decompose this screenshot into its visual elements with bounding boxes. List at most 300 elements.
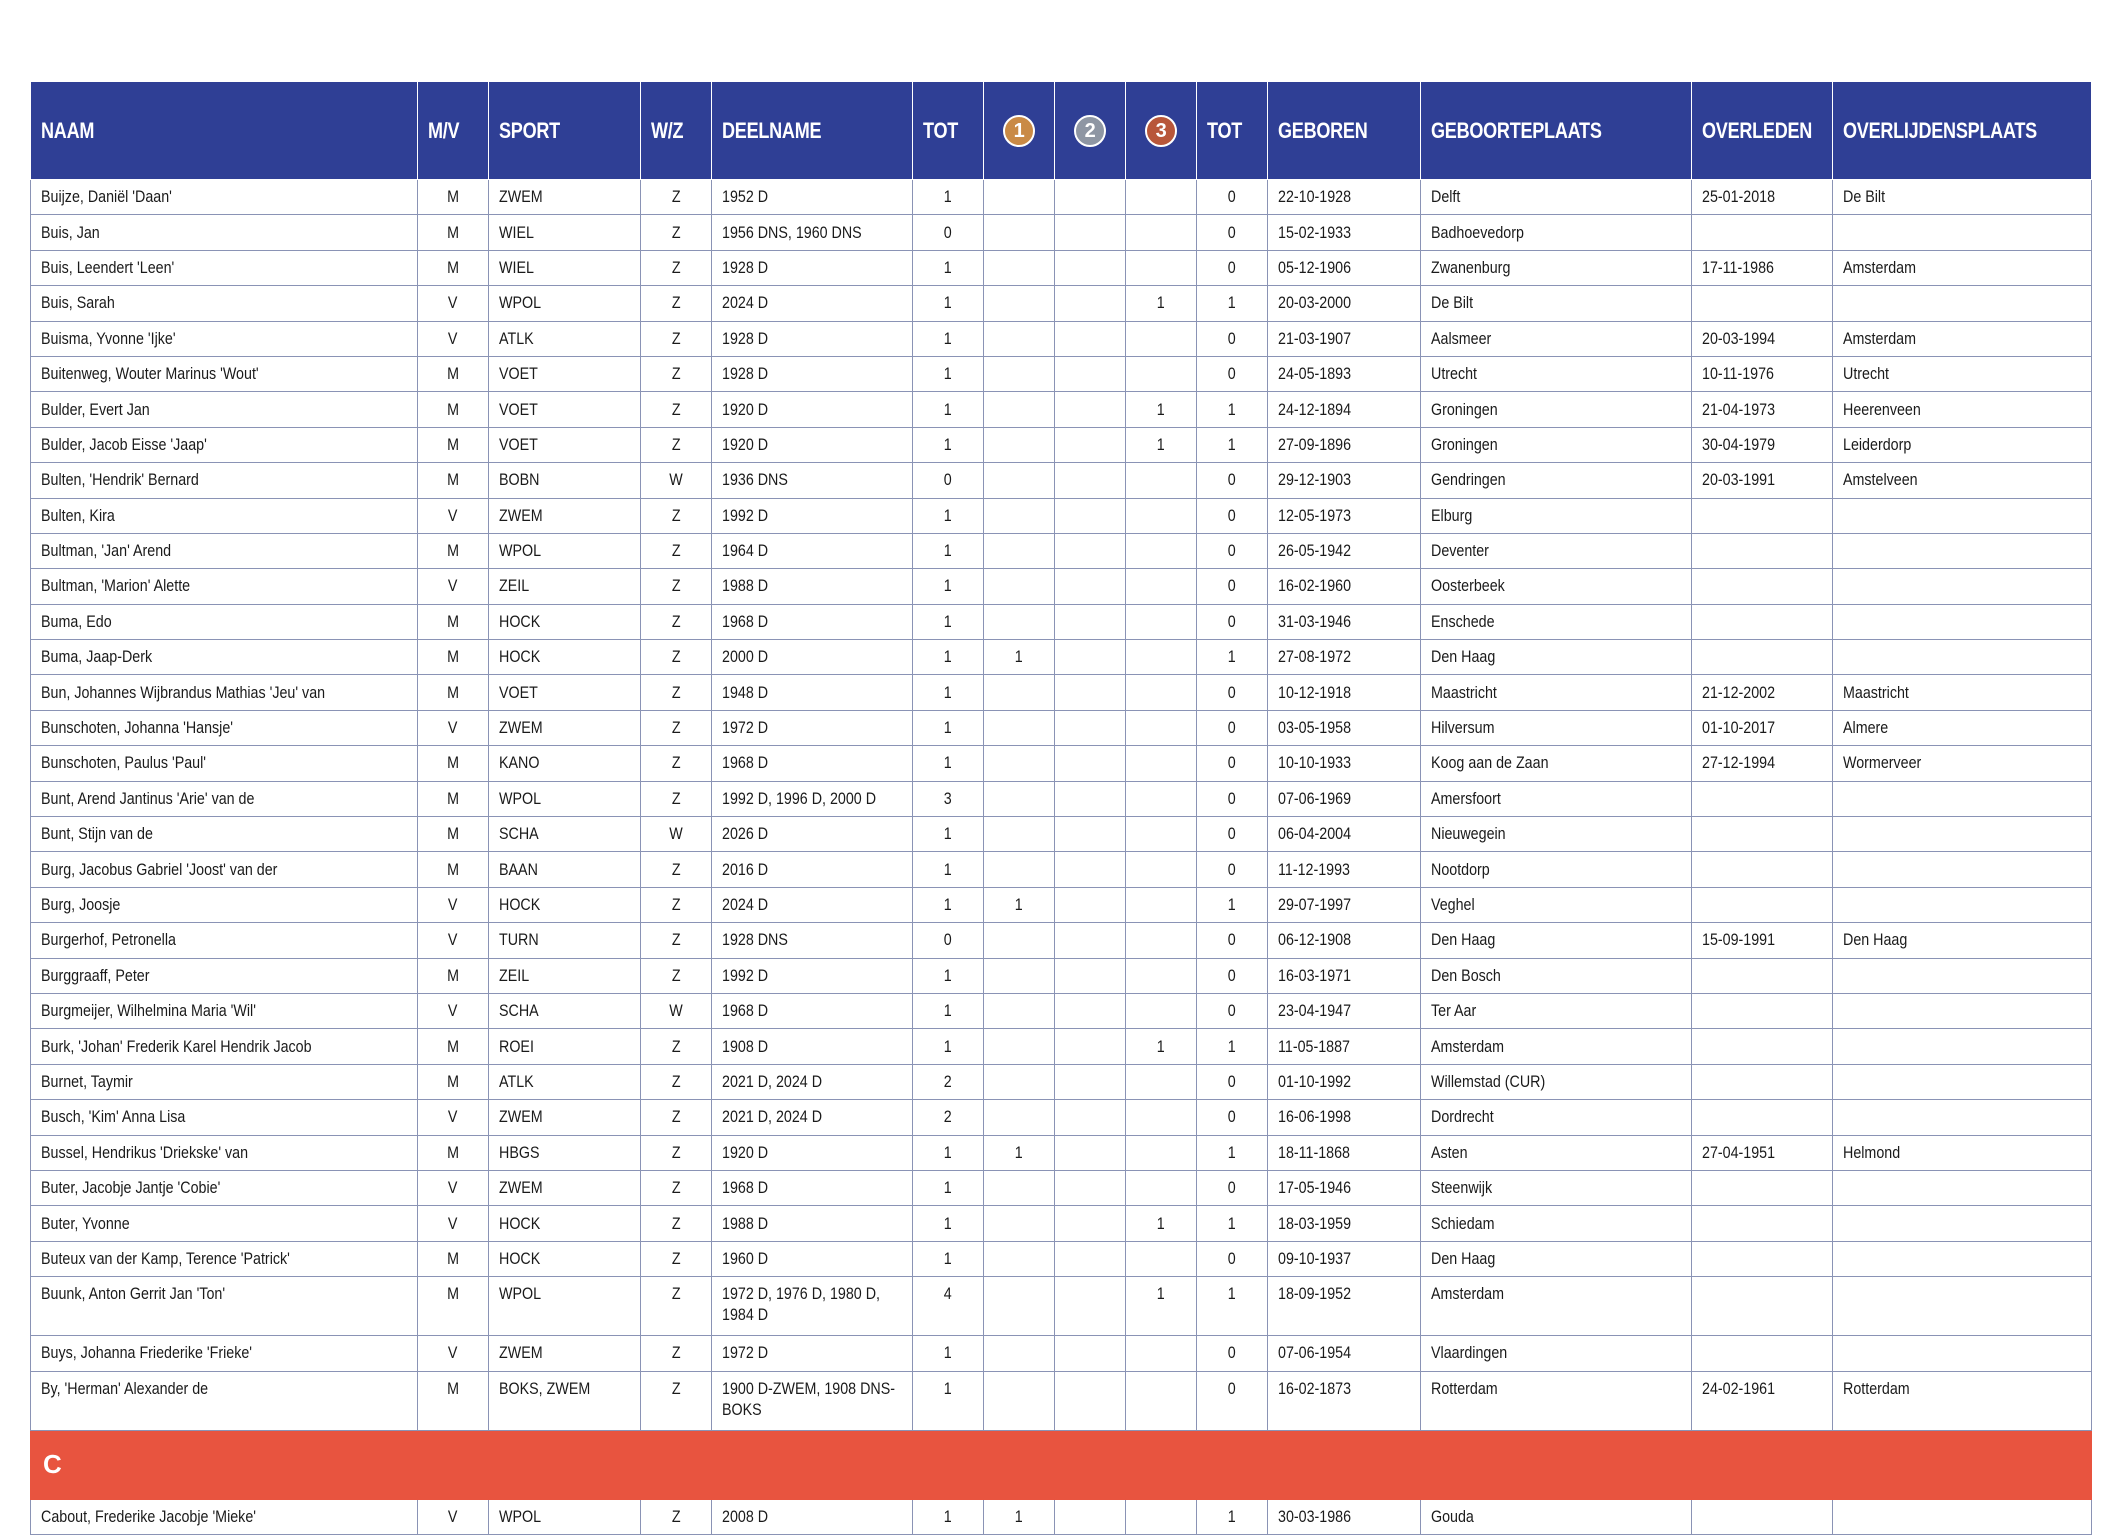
cell-geslacht: M [418, 640, 489, 675]
header-deelname: DEELNAME [712, 82, 913, 180]
cell-brons [1126, 533, 1197, 568]
cell-geboorteplaats: Zwanenburg [1421, 250, 1692, 285]
cell-deelname: 1908 D [712, 1029, 913, 1064]
header-geboren: GEBOREN [1268, 82, 1421, 180]
cell-brons [1126, 569, 1197, 604]
cell-overleden [1692, 1029, 1833, 1064]
cell-seizoen: Z [641, 1100, 712, 1135]
cell-naam: Bulten, 'Hendrik' Bernard [31, 463, 418, 498]
cell-overleden: 20-03-1991 [1692, 463, 1833, 498]
cell-sport: HOCK [489, 887, 641, 922]
cell-geslacht: V [418, 286, 489, 321]
cell-geboorteplaats: Hilversum [1421, 710, 1692, 745]
cell-goud [984, 392, 1055, 427]
cell-geboorteplaats: Groningen [1421, 427, 1692, 462]
cell-sport: ROEI [489, 1029, 641, 1064]
cell-zilver [1055, 746, 1126, 781]
table-row [31, 180, 2092, 215]
cell-geboorteplaats: Vlaardingen [1421, 1336, 1692, 1371]
cell-overlijdensplaats [1833, 1100, 2092, 1135]
cell-geslacht: V [418, 993, 489, 1028]
cell-sport: HOCK [489, 1241, 641, 1276]
cell-seizoen: Z [641, 1336, 712, 1371]
cell-overleden [1692, 1100, 1833, 1135]
cell-geslacht: V [418, 1170, 489, 1205]
cell-geboren: 26-05-1942 [1268, 533, 1421, 568]
cell-brons: 1 [1126, 427, 1197, 462]
cell-seizoen: Z [641, 675, 712, 710]
cell-naam: Burggraaff, Peter [31, 958, 418, 993]
table-row [31, 1277, 2092, 1336]
cell-tot-medailles: 0 [1197, 180, 1268, 215]
header-tot: TOT [913, 82, 984, 180]
cell-overlijdensplaats [1833, 1029, 2092, 1064]
cell-goud [984, 923, 1055, 958]
table-row [31, 993, 2092, 1028]
cell-zilver [1055, 569, 1126, 604]
cell-tot: 3 [913, 781, 984, 816]
cell-sport: BOBN [489, 463, 641, 498]
cell-naam: Cabout, Frederike Jacobje 'Mieke' [31, 1499, 418, 1534]
cell-geboren: 07-06-1969 [1268, 781, 1421, 816]
table-row [31, 533, 2092, 568]
cell-overlijdensplaats [1833, 958, 2092, 993]
header-goud [984, 82, 1055, 180]
cell-geslacht: M [418, 463, 489, 498]
cell-sport: VOET [489, 392, 641, 427]
cell-geboorteplaats: Oosterbeek [1421, 569, 1692, 604]
cell-zilver [1055, 463, 1126, 498]
cell-seizoen: Z [641, 427, 712, 462]
cell-brons [1126, 1499, 1197, 1534]
cell-geboren: 21-03-1907 [1268, 321, 1421, 356]
cell-seizoen: Z [641, 887, 712, 922]
table-row [31, 569, 2092, 604]
cell-geslacht: M [418, 356, 489, 391]
silver-medal-icon: 2 [1074, 115, 1106, 147]
cell-sport: ZWEM [489, 1336, 641, 1371]
cell-tot-medailles: 0 [1197, 852, 1268, 887]
cell-geslacht: V [418, 1100, 489, 1135]
cell-seizoen: W [641, 463, 712, 498]
cell-deelname: 2024 D [712, 286, 913, 321]
cell-brons [1126, 923, 1197, 958]
cell-tot: 1 [913, 427, 984, 462]
cell-tot-medailles: 0 [1197, 569, 1268, 604]
cell-deelname: 1964 D [712, 533, 913, 568]
cell-geboorteplaats: Badhoevedorp [1421, 215, 1692, 250]
cell-deelname: 2021 D, 2024 D [712, 1064, 913, 1099]
cell-geboren: 18-11-1868 [1268, 1135, 1421, 1170]
header-geboorteplaats: GEBOORTEPLAATS [1421, 82, 1692, 180]
cell-geboren: 30-03-1986 [1268, 1499, 1421, 1534]
cell-seizoen: Z [641, 533, 712, 568]
cell-deelname: 1988 D [712, 1206, 913, 1241]
cell-overleden [1692, 640, 1833, 675]
cell-overleden [1692, 215, 1833, 250]
cell-naam: Buunk, Anton Gerrit Jan 'Ton' [31, 1277, 418, 1336]
cell-naam: Buys, Johanna Friederike 'Frieke' [31, 1336, 418, 1371]
cell-zilver [1055, 923, 1126, 958]
header-overleden: OVERLEDEN [1692, 82, 1833, 180]
cell-goud [984, 321, 1055, 356]
cell-brons [1126, 1064, 1197, 1099]
cell-overlijdensplaats [1833, 1336, 2092, 1371]
cell-sport: SCHA [489, 817, 641, 852]
cell-deelname: 1968 D [712, 746, 913, 781]
cell-tot: 2 [913, 1100, 984, 1135]
cell-tot: 4 [913, 1277, 984, 1336]
cell-tot-medailles: 0 [1197, 533, 1268, 568]
cell-overlijdensplaats [1833, 286, 2092, 321]
table-row [31, 250, 2092, 285]
header-sport: SPORT [489, 82, 641, 180]
cell-overlijdensplaats [1833, 1499, 2092, 1534]
cell-geboren: 03-05-1958 [1268, 710, 1421, 745]
cell-zilver [1055, 1241, 1126, 1276]
cell-goud [984, 958, 1055, 993]
cell-overlijdensplaats: Almere [1833, 710, 2092, 745]
cell-goud: 1 [984, 1499, 1055, 1534]
cell-geslacht: M [418, 746, 489, 781]
cell-tot-medailles: 0 [1197, 1064, 1268, 1099]
cell-overlijdensplaats: Helmond [1833, 1135, 2092, 1170]
cell-geboorteplaats: Veghel [1421, 887, 1692, 922]
cell-brons [1126, 958, 1197, 993]
cell-goud [984, 675, 1055, 710]
cell-overleden: 20-03-1994 [1692, 321, 1833, 356]
cell-sport: ZWEM [489, 498, 641, 533]
cell-sport: HOCK [489, 640, 641, 675]
cell-overleden: 30-04-1979 [1692, 427, 1833, 462]
cell-geslacht: M [418, 1135, 489, 1170]
cell-brons [1126, 215, 1197, 250]
cell-overleden [1692, 852, 1833, 887]
cell-geboorteplaats: Maastricht [1421, 675, 1692, 710]
olympians-table-container [30, 81, 2091, 1526]
cell-tot-medailles: 0 [1197, 1336, 1268, 1371]
cell-geslacht: M [418, 1371, 489, 1430]
cell-goud [984, 1241, 1055, 1276]
cell-deelname: 1972 D [712, 710, 913, 745]
cell-deelname: 1992 D [712, 958, 913, 993]
cell-deelname: 1920 D [712, 1135, 913, 1170]
cell-seizoen: Z [641, 1029, 712, 1064]
cell-zilver [1055, 710, 1126, 745]
cell-geboren: 17-05-1946 [1268, 1170, 1421, 1205]
cell-geboorteplaats: Elburg [1421, 498, 1692, 533]
cell-goud [984, 1170, 1055, 1205]
cell-tot-medailles: 1 [1197, 1277, 1268, 1336]
cell-zilver [1055, 427, 1126, 462]
cell-sport: HOCK [489, 604, 641, 639]
cell-brons [1126, 604, 1197, 639]
cell-deelname: 1968 D [712, 604, 913, 639]
cell-naam: Bussel, Hendrikus 'Driekske' van [31, 1135, 418, 1170]
cell-goud [984, 180, 1055, 215]
cell-geboren: 22-10-1928 [1268, 180, 1421, 215]
cell-tot: 1 [913, 640, 984, 675]
table-row [31, 710, 2092, 745]
cell-brons [1126, 463, 1197, 498]
cell-overleden [1692, 286, 1833, 321]
cell-zilver [1055, 180, 1126, 215]
cell-tot: 1 [913, 710, 984, 745]
cell-geboren: 16-03-1971 [1268, 958, 1421, 993]
cell-geslacht: M [418, 427, 489, 462]
cell-zilver [1055, 817, 1126, 852]
cell-geslacht: M [418, 817, 489, 852]
table-row [31, 640, 2092, 675]
bronze-medal-icon: 3 [1145, 115, 1177, 147]
cell-geboorteplaats: Koog aan de Zaan [1421, 746, 1692, 781]
cell-naam: By, 'Herman' Alexander de [31, 1371, 418, 1430]
cell-geboren: 06-12-1908 [1268, 923, 1421, 958]
cell-goud [984, 710, 1055, 745]
cell-overleden [1692, 1241, 1833, 1276]
cell-deelname: 2016 D [712, 852, 913, 887]
cell-goud: 1 [984, 1135, 1055, 1170]
cell-tot-medailles: 1 [1197, 286, 1268, 321]
cell-goud [984, 1371, 1055, 1430]
cell-overlijdensplaats: Maastricht [1833, 675, 2092, 710]
cell-overleden: 27-04-1951 [1692, 1135, 1833, 1170]
cell-geslacht: M [418, 1064, 489, 1099]
cell-sport: TURN [489, 923, 641, 958]
cell-naam: Bunschoten, Johanna 'Hansje' [31, 710, 418, 745]
cell-geboorteplaats: Den Haag [1421, 1241, 1692, 1276]
cell-seizoen: Z [641, 781, 712, 816]
cell-overlijdensplaats [1833, 852, 2092, 887]
cell-zilver [1055, 640, 1126, 675]
cell-naam: Buter, Yvonne [31, 1206, 418, 1241]
cell-brons [1126, 852, 1197, 887]
cell-naam: Burg, Jacobus Gabriel 'Joost' van der [31, 852, 418, 887]
cell-overleden [1692, 1170, 1833, 1205]
cell-sport: HBGS [489, 1135, 641, 1170]
cell-geboren: 31-03-1946 [1268, 604, 1421, 639]
table-row [31, 1241, 2092, 1276]
cell-overleden: 25-01-2018 [1692, 180, 1833, 215]
cell-geslacht: V [418, 498, 489, 533]
table-row [31, 852, 2092, 887]
cell-tot: 1 [913, 392, 984, 427]
table-row [31, 958, 2092, 993]
header-naam: NAAM [31, 82, 418, 180]
header-geslacht: M/V [418, 82, 489, 180]
table-row [31, 675, 2092, 710]
cell-naam: Buisma, Yvonne 'Ijke' [31, 321, 418, 356]
cell-seizoen: Z [641, 1371, 712, 1430]
cell-deelname: 1952 D [712, 180, 913, 215]
cell-brons [1126, 321, 1197, 356]
cell-goud [984, 852, 1055, 887]
cell-geboren: 10-12-1918 [1268, 675, 1421, 710]
section-header-c [31, 1430, 2092, 1499]
cell-seizoen: Z [641, 1135, 712, 1170]
cell-zilver [1055, 1170, 1126, 1205]
cell-brons [1126, 250, 1197, 285]
cell-brons [1126, 781, 1197, 816]
cell-tot: 1 [913, 321, 984, 356]
cell-overleden: 21-04-1973 [1692, 392, 1833, 427]
cell-seizoen: W [641, 817, 712, 852]
cell-geslacht: V [418, 923, 489, 958]
cell-tot: 1 [913, 1206, 984, 1241]
cell-brons [1126, 710, 1197, 745]
cell-tot: 1 [913, 1336, 984, 1371]
cell-overlijdensplaats [1833, 533, 2092, 568]
table-row [31, 604, 2092, 639]
table-row [31, 746, 2092, 781]
cell-geboorteplaats: Utrecht [1421, 356, 1692, 391]
cell-geboren: 16-02-1873 [1268, 1371, 1421, 1430]
header-tot-medailles: TOT [1197, 82, 1268, 180]
cell-zilver [1055, 250, 1126, 285]
cell-zilver [1055, 1206, 1126, 1241]
cell-overlijdensplaats [1833, 569, 2092, 604]
cell-seizoen: Z [641, 1499, 712, 1534]
cell-sport: HOCK [489, 1206, 641, 1241]
cell-seizoen: Z [641, 1206, 712, 1241]
cell-naam: Burgmeijer, Wilhelmina Maria 'Wil' [31, 993, 418, 1028]
cell-tot-medailles: 0 [1197, 1100, 1268, 1135]
cell-tot-medailles: 0 [1197, 958, 1268, 993]
cell-deelname: 1928 D [712, 250, 913, 285]
cell-seizoen: Z [641, 640, 712, 675]
cell-geslacht: M [418, 1241, 489, 1276]
cell-geboorteplaats: Delft [1421, 180, 1692, 215]
cell-geboorteplaats: Den Haag [1421, 923, 1692, 958]
cell-zilver [1055, 533, 1126, 568]
cell-overleden [1692, 1277, 1833, 1336]
table-row [31, 1100, 2092, 1135]
cell-seizoen: Z [641, 498, 712, 533]
cell-goud [984, 1064, 1055, 1099]
cell-tot-medailles: 0 [1197, 356, 1268, 391]
cell-brons: 1 [1126, 392, 1197, 427]
cell-sport: WPOL [489, 781, 641, 816]
cell-brons [1126, 746, 1197, 781]
cell-seizoen: Z [641, 321, 712, 356]
cell-goud: 1 [984, 640, 1055, 675]
cell-geboren: 20-03-2000 [1268, 286, 1421, 321]
cell-sport: VOET [489, 675, 641, 710]
cell-geboren: 24-12-1894 [1268, 392, 1421, 427]
cell-deelname: 1956 DNS, 1960 DNS [712, 215, 913, 250]
cell-tot-medailles: 0 [1197, 1170, 1268, 1205]
cell-brons [1126, 498, 1197, 533]
cell-deelname: 2024 D [712, 887, 913, 922]
table-row [31, 215, 2092, 250]
table-row [31, 1499, 2092, 1534]
cell-geslacht: M [418, 1277, 489, 1336]
cell-geslacht: M [418, 675, 489, 710]
cell-goud [984, 463, 1055, 498]
cell-geboren: 23-04-1947 [1268, 993, 1421, 1028]
cell-geboorteplaats: Nootdorp [1421, 852, 1692, 887]
cell-goud [984, 1336, 1055, 1371]
cell-sport: WIEL [489, 250, 641, 285]
cell-overleden [1692, 533, 1833, 568]
cell-naam: Bulder, Jacob Eisse 'Jaap' [31, 427, 418, 462]
cell-deelname: 1968 D [712, 993, 913, 1028]
cell-overlijdensplaats: De Bilt [1833, 180, 2092, 215]
cell-deelname: 1920 D [712, 392, 913, 427]
cell-naam: Buma, Edo [31, 604, 418, 639]
cell-tot: 1 [913, 1499, 984, 1534]
cell-goud [984, 993, 1055, 1028]
cell-naam: Buis, Leendert 'Leen' [31, 250, 418, 285]
cell-tot-medailles: 0 [1197, 746, 1268, 781]
cell-brons [1126, 640, 1197, 675]
cell-brons: 1 [1126, 1277, 1197, 1336]
cell-zilver [1055, 1135, 1126, 1170]
cell-geboren: 24-05-1893 [1268, 356, 1421, 391]
cell-geboren: 18-03-1959 [1268, 1206, 1421, 1241]
cell-geboren: 11-05-1887 [1268, 1029, 1421, 1064]
cell-zilver [1055, 887, 1126, 922]
cell-tot: 1 [913, 569, 984, 604]
cell-naam: Burgerhof, Petronella [31, 923, 418, 958]
cell-overlijdensplaats: Heerenveen [1833, 392, 2092, 427]
cell-seizoen: Z [641, 604, 712, 639]
cell-geboorteplaats: De Bilt [1421, 286, 1692, 321]
cell-brons [1126, 1100, 1197, 1135]
cell-naam: Burg, Joosje [31, 887, 418, 922]
cell-geslacht: V [418, 321, 489, 356]
cell-tot-medailles: 0 [1197, 498, 1268, 533]
cell-sport: BAAN [489, 852, 641, 887]
cell-overlijdensplaats [1833, 1170, 2092, 1205]
cell-naam: Burnet, Taymir [31, 1064, 418, 1099]
cell-sport: WIEL [489, 215, 641, 250]
cell-sport: SCHA [489, 993, 641, 1028]
cell-geslacht: V [418, 1336, 489, 1371]
cell-goud [984, 356, 1055, 391]
cell-geslacht: M [418, 392, 489, 427]
cell-seizoen: W [641, 993, 712, 1028]
cell-sport: VOET [489, 356, 641, 391]
cell-overlijdensplaats: Wormerveer [1833, 746, 2092, 781]
cell-overlijdensplaats [1833, 887, 2092, 922]
cell-seizoen: Z [641, 1064, 712, 1099]
cell-sport: ZWEM [489, 1100, 641, 1135]
cell-overlijdensplaats [1833, 1206, 2092, 1241]
cell-seizoen: Z [641, 215, 712, 250]
cell-brons: 1 [1126, 1206, 1197, 1241]
cell-geboorteplaats: Nieuwegein [1421, 817, 1692, 852]
cell-geboorteplaats: Schiedam [1421, 1206, 1692, 1241]
cell-seizoen: Z [641, 923, 712, 958]
cell-tot-medailles: 0 [1197, 993, 1268, 1028]
cell-brons [1126, 1336, 1197, 1371]
cell-overleden [1692, 993, 1833, 1028]
table-row [31, 1206, 2092, 1241]
cell-goud [984, 746, 1055, 781]
cell-deelname: 1928 D [712, 356, 913, 391]
cell-seizoen: Z [641, 1241, 712, 1276]
cell-naam: Burk, 'Johan' Frederik Karel Hendrik Jacob [31, 1029, 418, 1064]
cell-overlijdensplaats: Amsterdam [1833, 321, 2092, 356]
cell-overlijdensplaats [1833, 1064, 2092, 1099]
cell-zilver [1055, 993, 1126, 1028]
cell-sport: ZWEM [489, 1170, 641, 1205]
cell-naam: Bultman, 'Jan' Arend [31, 533, 418, 568]
cell-goud [984, 250, 1055, 285]
cell-geboorteplaats: Rotterdam [1421, 1371, 1692, 1430]
cell-overleden: 10-11-1976 [1692, 356, 1833, 391]
